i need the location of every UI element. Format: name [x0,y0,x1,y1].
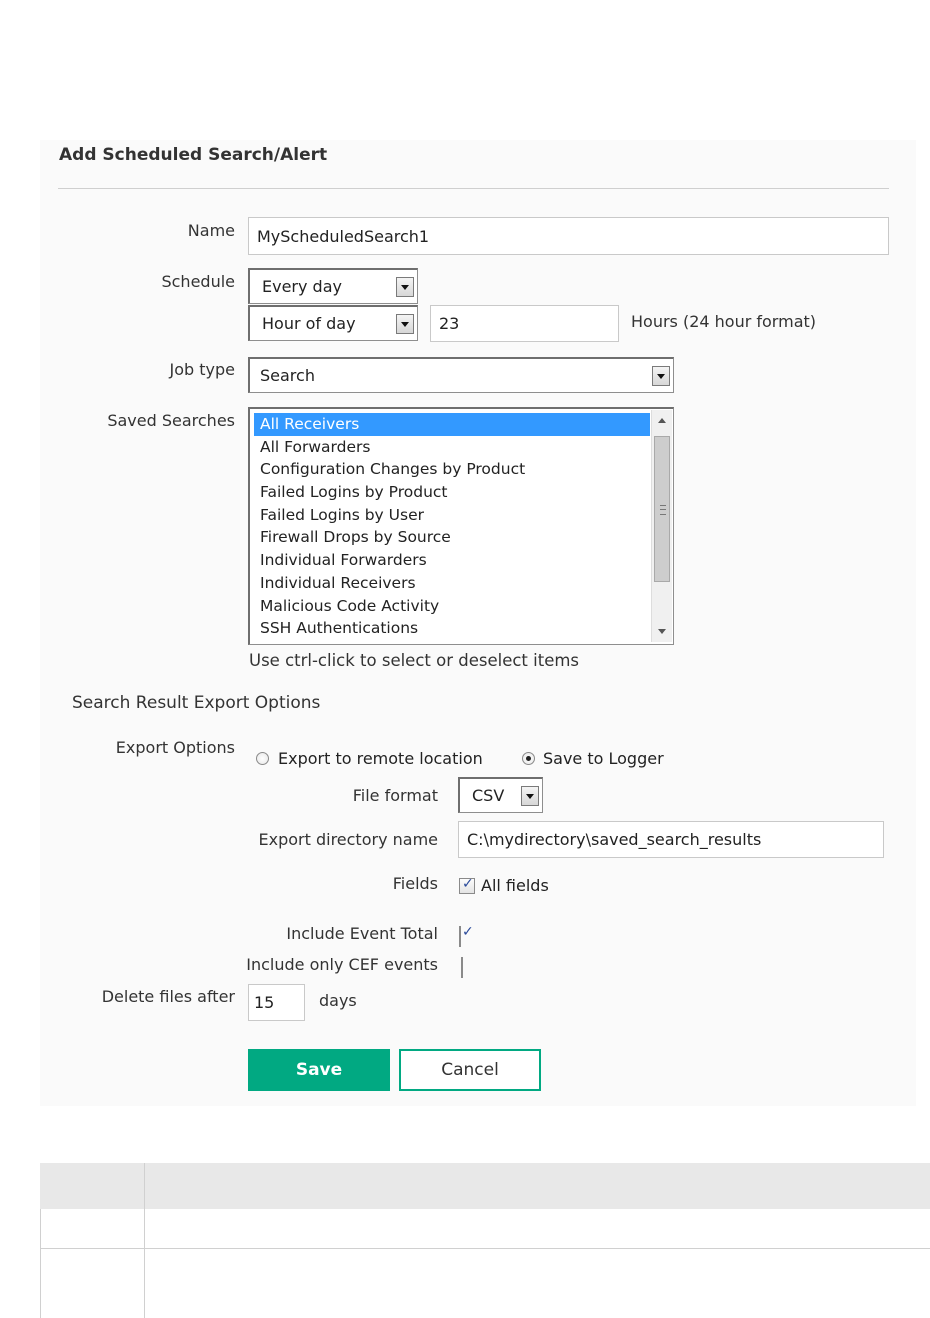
name-input[interactable] [248,217,889,255]
chevron-down-icon [652,366,670,386]
save-logger-option[interactable] [522,749,664,768]
all-fields-checkbox[interactable] [459,878,475,894]
export-remote-label: Export to remote location [278,749,483,768]
job-type-select[interactable] [248,357,674,393]
table-column-divider [144,1163,145,1318]
chevron-down-icon [396,314,414,334]
export-remote-option[interactable] [256,749,483,768]
save-button[interactable]: Save [248,1049,390,1091]
chevron-down-icon [396,277,414,297]
cancel-button[interactable]: Cancel [399,1049,541,1091]
radio-export-remote[interactable] [256,752,269,765]
schedule-frequency-select[interactable] [248,268,418,304]
list-item[interactable]: Configuration Changes by Product [260,460,526,479]
cef-only-checkbox[interactable] [461,957,463,978]
radio-save-logger[interactable] [522,752,535,765]
save-logger-label: Save to Logger [543,749,664,768]
list-item[interactable]: Firewall Drops by Source [260,528,451,547]
schedule-unit-value: Hour of day [262,314,356,333]
saved-searches-listbox[interactable] [248,407,674,645]
export-section-heading: Search Result Export Options [72,693,321,713]
event-total-label: Include Event Total [286,924,438,943]
delete-days-input[interactable] [248,984,305,1021]
job-type-label: Job type [169,360,235,379]
event-total-checkbox[interactable] [459,926,461,947]
export-dir-value: C:\mydirectory\saved_search_results [467,830,762,849]
saved-searches-label: Saved Searches [107,411,235,430]
file-format-label: File format [352,786,438,805]
all-fields-option[interactable] [459,876,549,895]
schedule-frequency-value: Every day [262,277,342,296]
title-divider [58,188,889,189]
list-item[interactable]: Individual Receivers [260,573,416,592]
file-format-select[interactable] [458,777,543,813]
list-item[interactable]: All Receivers [254,413,650,436]
schedule-hour-value: 23 [439,314,460,333]
scroll-down-icon[interactable] [658,629,666,634]
delete-days-value: 15 [254,993,275,1012]
schedule-hour-input[interactable] [430,305,619,342]
schedule-hint: Hours (24 hour format) [631,312,817,331]
list-item[interactable]: All Forwarders [260,437,371,456]
list-item[interactable]: SSH Authentications [260,619,419,638]
grip-icon [660,505,666,515]
list-item[interactable]: Failed Logins by User [260,505,424,524]
cef-only-label: Include only CEF events [246,955,438,974]
table-left-border [40,1209,41,1318]
listbox-scrollbar[interactable] [651,410,672,642]
export-options-label: Export Options [115,738,235,757]
fields-label: Fields [392,874,438,893]
list-item[interactable]: Failed Logins by Product [260,483,448,502]
export-dir-label: Export directory name [258,830,438,849]
table-row-divider [40,1248,930,1249]
name-label: Name [187,221,235,240]
saved-searches-hint: Use ctrl-click to select or deselect items [249,651,580,670]
list-item[interactable]: Malicious Code Activity [260,596,440,615]
file-format-value: CSV [472,786,505,805]
dialog-title: Add Scheduled Search/Alert [59,145,328,165]
list-item[interactable]: Individual Forwarders [260,551,427,570]
schedule-unit-select[interactable] [248,305,418,341]
chevron-down-icon [521,786,539,806]
scrollbar-thumb[interactable] [654,436,670,582]
name-input-value: MyScheduledSearch1 [257,226,430,246]
schedule-label: Schedule [161,272,235,291]
table-header [40,1163,930,1209]
job-type-value: Search [260,366,315,385]
all-fields-label: All fields [481,876,549,895]
scroll-up-icon[interactable] [658,418,666,423]
export-dir-input[interactable] [458,821,884,858]
saved-searches-list [250,409,650,640]
delete-days-unit: days [319,991,357,1010]
delete-after-label: Delete files after [101,987,235,1006]
